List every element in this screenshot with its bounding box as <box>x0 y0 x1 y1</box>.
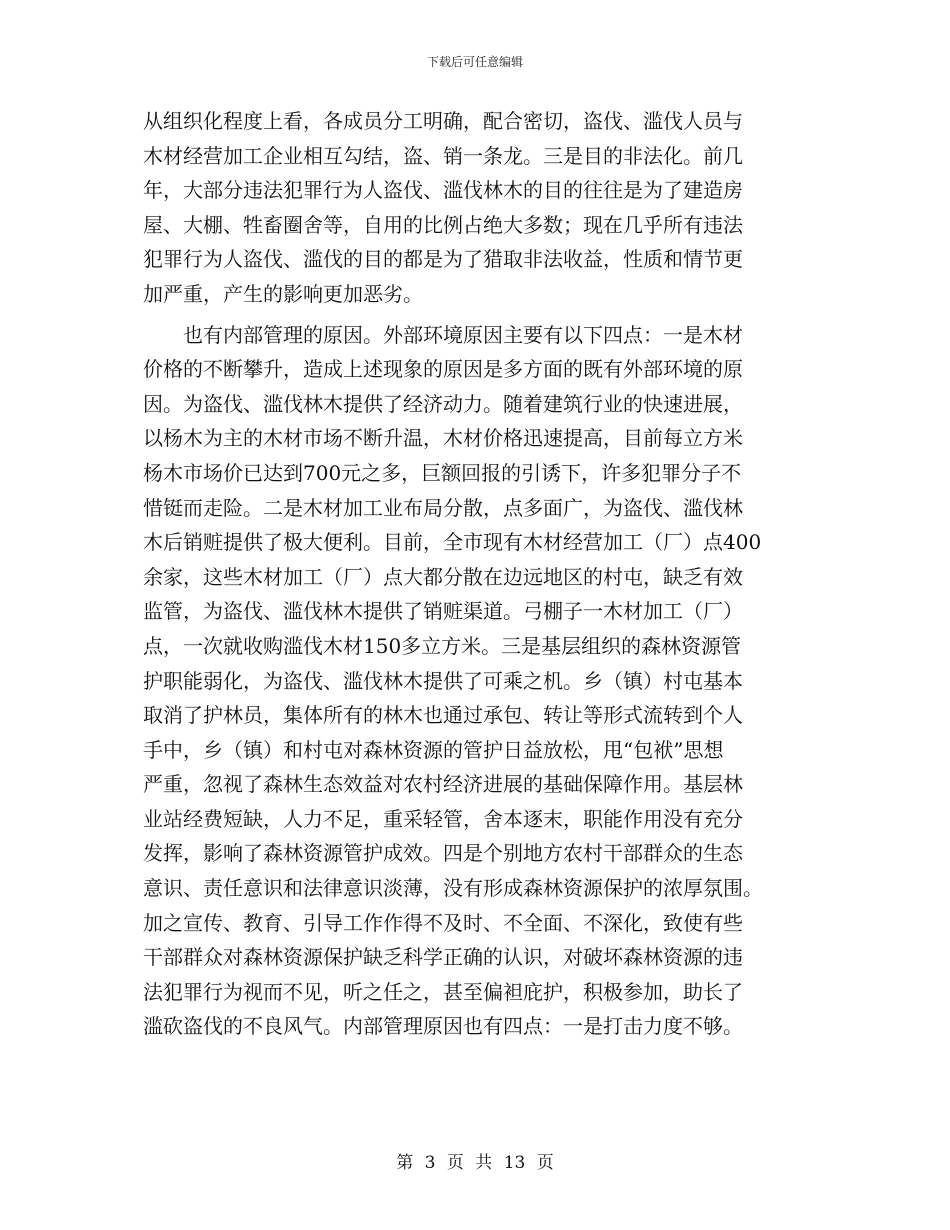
text-line: 加之宣传、教育、引导工作作得不及时、不全面、不深化，致使有些 <box>143 910 743 935</box>
text-line: 业站经费短缺，人力不足，重采轻管，舍本逐末，职能作用没有充分 <box>143 806 743 831</box>
text-line: 惜铤而走险。二是木材加工业布局分散，点多面广，为盗伐、滥伐林 <box>143 495 743 520</box>
text-line: 也有内部管理的原因。外部环境原因主要有以下四点：一是木材 <box>143 322 743 347</box>
text-line: 护职能弱化，为盗伐、滥伐林木提供了可乘之机。乡（镇）村屯基本 <box>143 668 743 693</box>
page-number-footer: 第 3 页 共 13 页 <box>396 1153 554 1173</box>
page-header: 下载后可任意编辑 <box>426 55 523 69</box>
text-line: 以杨木为主的木材市场不断升温，木材价格迅速提高，目前每立方米 <box>143 426 743 451</box>
text-line: 监管，为盗伐、滥伐林木提供了销赃渠道。弓棚子一木材加工（厂） <box>143 599 743 624</box>
text-line: 干部群众对森林资源保护缺乏科学正确的认识，对破坏森林资源的违 <box>143 945 743 970</box>
text-line: 屋、大棚、牲畜圈舍等，自用的比例占绝大多数；现在几乎所有违法 <box>143 212 743 237</box>
text-line: 手中，乡（镇）和村屯对森林资源的管护日益放松，甩“包袱”思想 <box>143 737 724 762</box>
text-line: 木材经营加工企业相互勾结，盗、销一条龙。三是目的非法化。前几 <box>143 143 743 168</box>
text-line: 犯罪行为人盗伐、滥伐的目的都是为了猎取非法收益，性质和情节更 <box>143 247 743 272</box>
text-line: 余家，这些木材加工（厂）点大都分散在边远地区的村屯，缺乏有效 <box>143 564 743 589</box>
text-line: 滥砍盗伐的不良风气。内部管理原因也有四点：一是打击力度不够。 <box>143 1014 743 1039</box>
text-line: 法犯罪行为视而不见，听之任之，甚至偏袒庇护，积极参加，助长了 <box>143 979 743 1004</box>
paragraph <box>143 104 813 312</box>
text-line: 年，大部分违法犯罪行为人盗伐、滥伐林木的目的往往是为了建造房 <box>143 178 743 203</box>
document-body <box>143 104 813 1044</box>
text-line: 点，一次就收购滥伐木材150多立方米。三是基层组织的森林资源管 <box>143 633 742 658</box>
text-line: 严重，忽视了森林生态效益对农村经济进展的基础保障作用。基层林 <box>143 772 743 797</box>
text-line: 意识、责任意识和法律意识淡薄，没有形成森林资源保护的浓厚氛围。 <box>143 876 763 901</box>
paragraph <box>143 318 813 1044</box>
text-line: 加严重，产生的影响更加恶劣。 <box>143 281 423 306</box>
text-line: 发挥，影响了森林资源管护成效。四是个别地方农村干部群众的生态 <box>143 841 743 866</box>
text-line: 因。为盗伐、滥伐林木提供了经济动力。随着建筑行业的快速进展， <box>143 391 743 416</box>
text-line: 从组织化程度上看，各成员分工明确，配合密切，盗伐、滥伐人员与 <box>143 109 743 133</box>
text-line: 取消了护林员，集体所有的林木也通过承包、转让等形式流转到个人 <box>143 703 743 728</box>
text-line: 价格的不断攀升，造成上述现象的原因是多方面的既有外部环境的原 <box>143 357 743 382</box>
text-line: 杨木市场价已达到700元之多，巨额回报的引诱下，许多犯罪分子不 <box>143 460 742 485</box>
text-line: 木后销赃提供了极大便利。目前，全市现有木材经营加工（厂）点400 <box>143 530 762 555</box>
